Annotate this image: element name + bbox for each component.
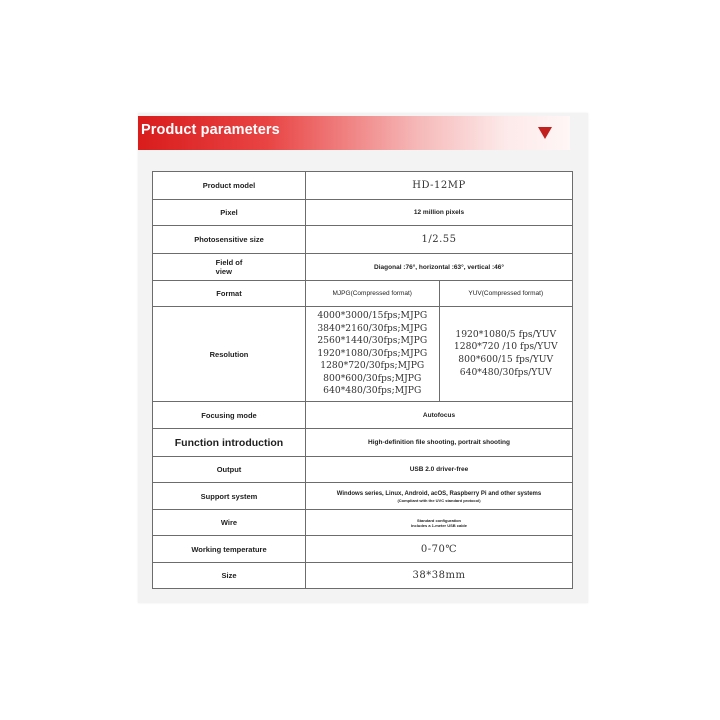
spec-value: 12 million pixels bbox=[306, 200, 573, 226]
spec-value-line: Standard configuration bbox=[417, 517, 461, 523]
table-row bbox=[153, 536, 573, 563]
spec-value: USB 2.0 driver-free bbox=[306, 457, 573, 483]
spec-label: Wire bbox=[153, 510, 306, 536]
table-row bbox=[153, 200, 573, 226]
table-row bbox=[153, 172, 573, 200]
spec-label: Size bbox=[153, 563, 306, 589]
spec-label: Product model bbox=[153, 172, 306, 200]
resolution-item: 800*600/15 fps/YUV bbox=[458, 354, 554, 365]
resolution-item: 640*480/30fps;MJPG bbox=[323, 385, 422, 397]
table-row bbox=[153, 457, 573, 483]
table-row bbox=[153, 563, 573, 589]
spec-value-line: (Compliant with the UVC standard protocol) bbox=[397, 497, 481, 503]
table-row bbox=[153, 281, 573, 307]
section-title: Product parameters bbox=[141, 122, 280, 138]
spec-label: Pixel bbox=[153, 200, 306, 226]
spec-value bbox=[306, 483, 573, 510]
spec-label-line: Field of bbox=[215, 258, 243, 267]
spec-value: 38*38mm bbox=[306, 563, 573, 589]
spec-value bbox=[306, 510, 573, 536]
section-banner bbox=[138, 116, 570, 150]
spec-label: Working temperature bbox=[153, 536, 306, 563]
spec-value-line: Includes a 1-meter USB cable bbox=[410, 522, 468, 528]
spec-label: Focusing mode bbox=[153, 402, 306, 429]
table-row bbox=[153, 307, 573, 402]
format-yuv: YUV(Compressed format) bbox=[439, 281, 573, 307]
resolution-item: 640*480/30fps/YUV bbox=[459, 366, 552, 378]
table-row bbox=[153, 429, 573, 457]
resolution-item: 4000*3000/15fps;MJPG bbox=[317, 309, 428, 321]
format-mjpg: MJPG(Compressed format) bbox=[306, 281, 440, 307]
spec-value: High-definition file shooting, portrait shooting bbox=[306, 429, 573, 457]
resolution-item: 1920*1080/30fps;MJPG bbox=[317, 347, 428, 359]
resolution-yuv-cell bbox=[439, 307, 573, 402]
spec-label: Resolution bbox=[153, 307, 306, 402]
table-row bbox=[153, 254, 573, 281]
spec-value: 0-70℃ bbox=[306, 536, 573, 563]
down-triangle-icon bbox=[538, 127, 552, 139]
spec-value: HD-12MP bbox=[306, 172, 573, 200]
resolution-item: 3840*2160/30fps;MJPG bbox=[317, 322, 428, 334]
spec-label-line: view bbox=[215, 267, 232, 276]
spec-value: Diagonal :76°, horizontal :63°, vertical :46° bbox=[306, 254, 573, 281]
spec-table bbox=[152, 171, 573, 589]
spec-label: Photosensitive size bbox=[153, 226, 306, 254]
resolution-item: 800*600/30fps;MJPG bbox=[323, 372, 422, 384]
table-row bbox=[153, 402, 573, 429]
spec-value-line: Windows series, Linux, Android, acOS, Raspberry Pi and other systems bbox=[336, 490, 542, 497]
spec-label bbox=[153, 254, 306, 281]
spec-value: Autofocus bbox=[306, 402, 573, 429]
table-row bbox=[153, 510, 573, 536]
table-row bbox=[153, 483, 573, 510]
table-row bbox=[153, 226, 573, 254]
spec-label: Support system bbox=[153, 483, 306, 510]
spec-label: Format bbox=[153, 281, 306, 307]
spec-label: Function introduction bbox=[153, 429, 306, 457]
spec-value: 1/2.55 bbox=[306, 226, 573, 254]
resolution-item: 1920*1080/5 fps/YUV bbox=[455, 328, 557, 340]
resolution-item: 1280*720 /10 fps/YUV bbox=[453, 341, 558, 353]
spec-label: Output bbox=[153, 457, 306, 483]
resolution-item: 1280*720/30fps;MJPG bbox=[320, 360, 425, 372]
resolution-item: 2560*1440/30fps;MJPG bbox=[317, 335, 428, 347]
resolution-mjpg-cell bbox=[306, 307, 440, 402]
